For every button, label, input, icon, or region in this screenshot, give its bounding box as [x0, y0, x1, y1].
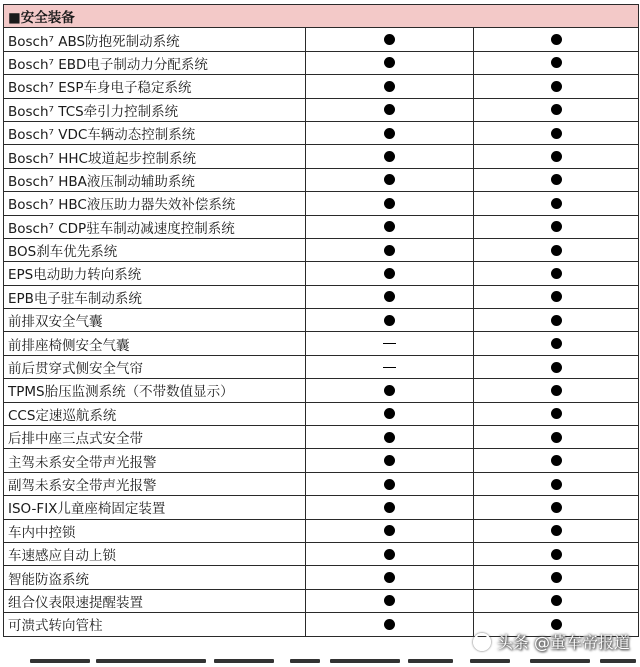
availability-cell-col2: [474, 192, 639, 215]
table-row: [4, 589, 639, 612]
feature-name: 前排座椅侧安全气囊: [4, 332, 306, 355]
feature-name: 前后贯穿式侧安全气帘: [4, 355, 306, 378]
availability-cell-col1: [306, 355, 474, 378]
availability-cell-col2: [474, 51, 639, 74]
availability-cell-col1: [306, 589, 474, 612]
section-title: ■安全装备: [4, 5, 639, 28]
table-row: [4, 51, 639, 74]
feature-name: Bosch⁷ HHC坡道起步控制系统: [4, 145, 306, 168]
cropped-text-line: [0, 655, 640, 667]
standard-dot-icon: [551, 34, 562, 45]
availability-cell-col1: [306, 472, 474, 495]
standard-dot-icon: [384, 81, 395, 92]
availability-cell-col2: [474, 402, 639, 425]
availability-cell-col1: [306, 98, 474, 121]
table-row: [4, 238, 639, 261]
standard-dot-icon: [551, 268, 562, 279]
availability-cell-col2: [474, 262, 639, 285]
standard-dot-icon: [384, 34, 395, 45]
watermark-text: 头条 @董车帝报道: [496, 633, 630, 652]
standard-dot-icon: [384, 572, 395, 583]
table-row: [4, 192, 639, 215]
standard-dot-icon: [551, 362, 562, 373]
standard-dot-icon: [551, 572, 562, 583]
standard-dot-icon: [384, 128, 395, 139]
standard-dot-icon: [384, 432, 395, 443]
standard-dot-icon: [551, 455, 562, 466]
availability-cell-col1: [306, 332, 474, 355]
standard-dot-icon: [551, 595, 562, 606]
standard-dot-icon: [551, 174, 562, 185]
standard-dot-icon: [551, 198, 562, 209]
feature-name: EPB电子驻车制动系统: [4, 285, 306, 308]
feature-name: 主驾未系安全带声光报警: [4, 449, 306, 472]
feature-name: ISO-FIX儿童座椅固定装置: [4, 496, 306, 519]
availability-cell-col1: [306, 285, 474, 308]
availability-cell-col1: [306, 51, 474, 74]
table-row: [4, 332, 639, 355]
availability-cell-col2: [474, 542, 639, 565]
availability-cell-col2: [474, 379, 639, 402]
standard-dot-icon: [384, 385, 395, 396]
availability-cell-col1: [306, 121, 474, 144]
standard-dot-icon: [551, 291, 562, 302]
table-row: [4, 496, 639, 519]
feature-name: Bosch⁷ CDP驻车制动减速度控制系统: [4, 215, 306, 238]
feature-name: 智能防盗系统: [4, 566, 306, 589]
availability-cell-col2: [474, 285, 639, 308]
table-row: [4, 379, 639, 402]
standard-dot-icon: [384, 502, 395, 513]
table-row: [4, 566, 639, 589]
standard-dot-icon: [551, 221, 562, 232]
feature-name: Bosch⁷ TCS牵引力控制系统: [4, 98, 306, 121]
standard-dot-icon: [551, 104, 562, 115]
availability-cell-col2: [474, 589, 639, 612]
availability-cell-col1: [306, 262, 474, 285]
table-row: [4, 145, 639, 168]
table-row: [4, 355, 639, 378]
standard-dot-icon: [551, 57, 562, 68]
standard-dot-icon: [384, 479, 395, 490]
availability-cell-col1: [306, 379, 474, 402]
availability-cell-col2: [474, 519, 639, 542]
availability-cell-col1: [306, 519, 474, 542]
availability-cell-col2: [474, 121, 639, 144]
table-row: [4, 402, 639, 425]
table-row: [4, 262, 639, 285]
availability-cell-col2: [474, 28, 639, 51]
availability-cell-col1: [306, 145, 474, 168]
feature-name: Bosch⁷ ABS防抱死制动系统: [4, 28, 306, 51]
table-row: [4, 472, 639, 495]
standard-dot-icon: [384, 315, 395, 326]
feature-name: 车速感应自动上锁: [4, 542, 306, 565]
standard-dot-icon: [384, 57, 395, 68]
standard-dot-icon: [384, 455, 395, 466]
availability-cell-col2: [474, 145, 639, 168]
availability-cell-col2: [474, 426, 639, 449]
availability-cell-col1: [306, 28, 474, 51]
feature-name: 组合仪表限速提醒装置: [4, 589, 306, 612]
feature-name: Bosch⁷ HBC液压助力器失效补偿系统: [4, 192, 306, 215]
safety-equipment-table: [3, 4, 639, 637]
standard-dot-icon: [384, 525, 395, 536]
feature-name: 副驾未系安全带声光报警: [4, 472, 306, 495]
table-row: [4, 168, 639, 191]
table-row: [4, 449, 639, 472]
availability-cell-col1: [306, 426, 474, 449]
not-available-dash-icon: [383, 343, 396, 344]
table-row: [4, 285, 639, 308]
availability-cell-col2: [474, 215, 639, 238]
standard-dot-icon: [551, 315, 562, 326]
availability-cell-col2: [474, 332, 639, 355]
availability-cell-col1: [306, 496, 474, 519]
availability-cell-col1: [306, 309, 474, 332]
availability-cell-col2: [474, 238, 639, 261]
standard-dot-icon: [384, 245, 395, 256]
watermark-logo-icon: [473, 633, 491, 651]
availability-cell-col1: [306, 238, 474, 261]
standard-dot-icon: [551, 502, 562, 513]
not-available-dash-icon: [383, 367, 396, 368]
feature-name: CCS定速巡航系统: [4, 402, 306, 425]
standard-dot-icon: [551, 549, 562, 560]
feature-name: 前排双安全气囊: [4, 309, 306, 332]
standard-dot-icon: [551, 245, 562, 256]
standard-dot-icon: [551, 385, 562, 396]
standard-dot-icon: [384, 291, 395, 302]
section-header-row: [4, 5, 639, 28]
standard-dot-icon: [384, 151, 395, 162]
table-row: [4, 121, 639, 144]
availability-cell-col2: [474, 75, 639, 98]
standard-dot-icon: [551, 479, 562, 490]
availability-cell-col2: [474, 168, 639, 191]
standard-dot-icon: [551, 128, 562, 139]
standard-dot-icon: [384, 549, 395, 560]
table-row: [4, 215, 639, 238]
availability-cell-col1: [306, 402, 474, 425]
standard-dot-icon: [384, 104, 395, 115]
table-row: [4, 75, 639, 98]
availability-cell-col1: [306, 566, 474, 589]
availability-cell-col2: [474, 472, 639, 495]
table-row: [4, 519, 639, 542]
availability-cell-col1: [306, 192, 474, 215]
availability-cell-col2: [474, 309, 639, 332]
feature-name: Bosch⁷ HBA液压制动辅助系统: [4, 168, 306, 191]
standard-dot-icon: [551, 81, 562, 92]
standard-dot-icon: [551, 525, 562, 536]
availability-cell-col2: [474, 355, 639, 378]
availability-cell-col1: [306, 542, 474, 565]
standard-dot-icon: [551, 408, 562, 419]
availability-cell-col1: [306, 613, 474, 636]
standard-dot-icon: [384, 174, 395, 185]
availability-cell-col2: [474, 98, 639, 121]
availability-cell-col1: [306, 215, 474, 238]
table-row: [4, 426, 639, 449]
watermark: [473, 630, 630, 653]
availability-cell-col1: [306, 449, 474, 472]
feature-name: TPMS胎压监测系统（不带数值显示）: [4, 379, 306, 402]
standard-dot-icon: [551, 338, 562, 349]
standard-dot-icon: [384, 408, 395, 419]
table-row: [4, 98, 639, 121]
feature-name: EPS电动助力转向系统: [4, 262, 306, 285]
feature-name: Bosch⁷ VDC车辆动态控制系统: [4, 121, 306, 144]
standard-dot-icon: [384, 268, 395, 279]
feature-name: BOS刹车优先系统: [4, 238, 306, 261]
feature-name: 可溃式转向管柱: [4, 613, 306, 636]
availability-cell-col2: [474, 566, 639, 589]
table-row: [4, 28, 639, 51]
feature-name: Bosch⁷ ESP车身电子稳定系统: [4, 75, 306, 98]
standard-dot-icon: [551, 619, 562, 630]
standard-dot-icon: [384, 619, 395, 630]
standard-dot-icon: [384, 198, 395, 209]
standard-dot-icon: [551, 151, 562, 162]
table-row: [4, 309, 639, 332]
availability-cell-col1: [306, 75, 474, 98]
feature-name: 车内中控锁: [4, 519, 306, 542]
feature-name: 后排中座三点式安全带: [4, 426, 306, 449]
standard-dot-icon: [384, 221, 395, 232]
standard-dot-icon: [551, 432, 562, 443]
availability-cell-col1: [306, 168, 474, 191]
availability-cell-col2: [474, 496, 639, 519]
availability-cell-col2: [474, 449, 639, 472]
standard-dot-icon: [384, 595, 395, 606]
table-row: [4, 542, 639, 565]
feature-name: Bosch⁷ EBD电子制动力分配系统: [4, 51, 306, 74]
